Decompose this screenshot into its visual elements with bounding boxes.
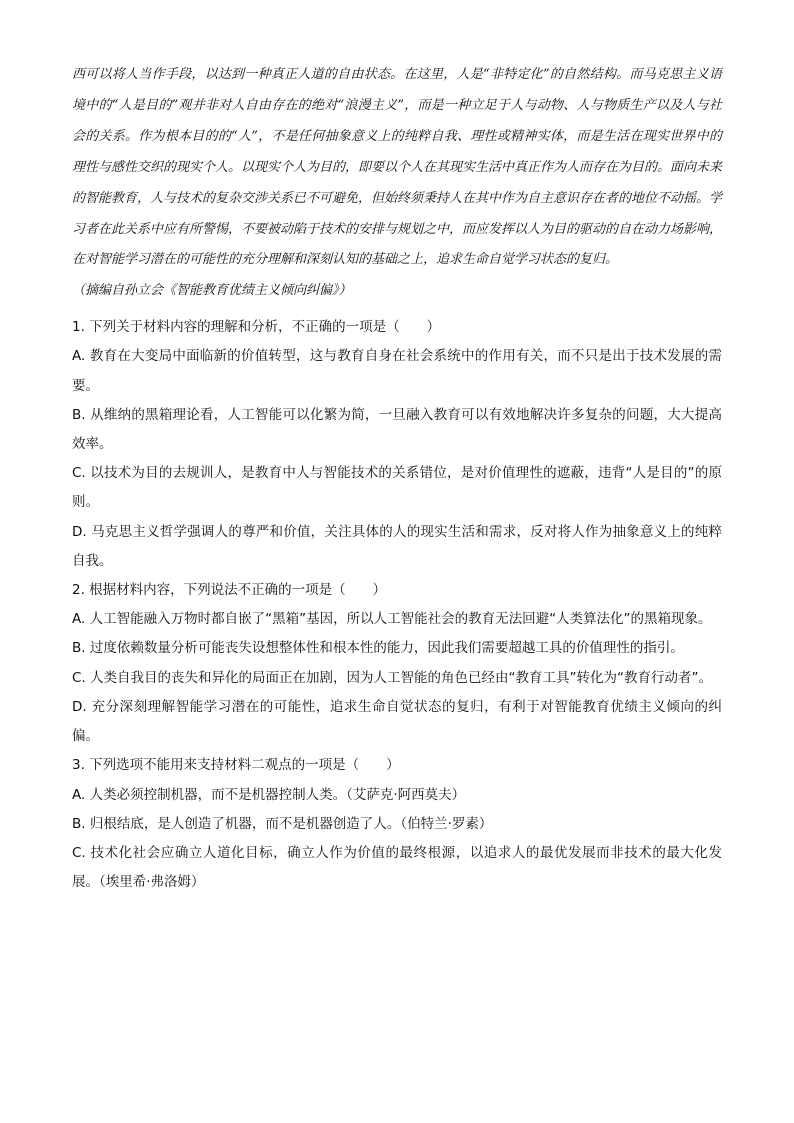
question-3-option-b: B. 归根结底，是人创造了机器，而不是机器创造了人。（伯特兰·罗素） [72,815,493,832]
question-list [72,313,722,897]
question-2-stem: 2. 根据材料内容，下列说法不正确的一项是（ ） [72,582,387,599]
passage-source: （摘编自孙立会《智能教育优绩主义倾向纠偏》） [72,283,352,299]
question-3-option-a: A. 人类必须控制机器，而不是机器控制人类。（艾萨克·阿西莫夫） [72,786,466,803]
passage-paragraph: 西可以将人当作手段，以达到一种真正人道的自由状态。在这里，人是“非特定化”的自然结构。而马克思主义语境中的“人是目的”观并非对人自由存在的绝对“浪漫主义”，而是一种立足于人与动物、人与物质生产以及人与社会的关系。作为根本目的的“人”，不是任何抽象意义上的纯粹自我、理性或精神实体，而是生活在现实世界中的理性与感性交织的现实个人。以现实个人为目的，即要以个人在其现实生活中真正作为人而存在为目的。面向未来的智能教育，人与技术的复杂交涉关系已不可避免，但始终须秉持人在其中作为自主意识存在者的地位不动摇。学习者在此关系中应有所警惕，不要被动陷于技术的安排与规划之中，而应发挥以人为目的驱动的自在动力场影响，在对智能学习潜在的可能性的充分理解和深刻认知的基础之上，追求生命自觉学习状态的复归。 [72,67,723,268]
question-2-option-b: B. 过度依赖数量分析可能丧失设想整体性和根本性的能力，因此我们需要超越工具的价值理性的指引。 [72,640,684,657]
question-2-option-d: D. 充分深刻理解智能学习潜在的可能性，追求生命自觉状态的复归，有利于对智能教育优绩主义倾向的纠偏。 [72,698,722,745]
question-2-option-c: C. 人类自我目的丧失和异化的局面正在加剧，因为人工智能的角色已经由“教育工具”转化为“教育行动者”。 [72,669,712,686]
question-1-option-d: D. 马克思主义哲学强调人的尊严和价值，关注具体的人的现实生活和需求，反对将人作为抽象意义上的纯粹自我。 [72,523,722,569]
question-2-option-a: A. 人工智能融入万物时都自嵌了“黑箱”基因，所以人工智能社会的教育无法回避“人类算法化”的黑箱现象。 [72,611,712,628]
question-3-stem: 3. 下列选项不能用来支持材料二观点的一项是（ ） [72,757,400,774]
question-1-stem: 1. 下列关于材料内容的理解和分析，不正确的一项是（ ） [72,319,441,336]
question-1-option-b: B. 从维纳的黑箱理论看，人工智能可以化繁为简，一旦融入教育可以有效地解决许多复杂的问题，大大提高效率。 [72,406,722,453]
reading-passage [72,60,722,307]
question-1-option-c: C. 以技术为目的去规训人，是教育中人与智能技术的关系错位，是对价值理性的遮蔽，违背“人是目的”的原则。 [72,465,722,511]
question-1-option-a: A. 教育在大变局中面临新的价值转型，这与教育自身在社会系统中的作用有关，而不只是出于技术发展的需要。 [72,348,722,394]
document-page [72,60,722,897]
question-3-option-c: C. 技术化社会应确立人道化目标，确立人作为价值的最终根源，以追求人的最优发展而非技术的最大化发展。（埃里希·弗洛姆） [72,844,722,891]
